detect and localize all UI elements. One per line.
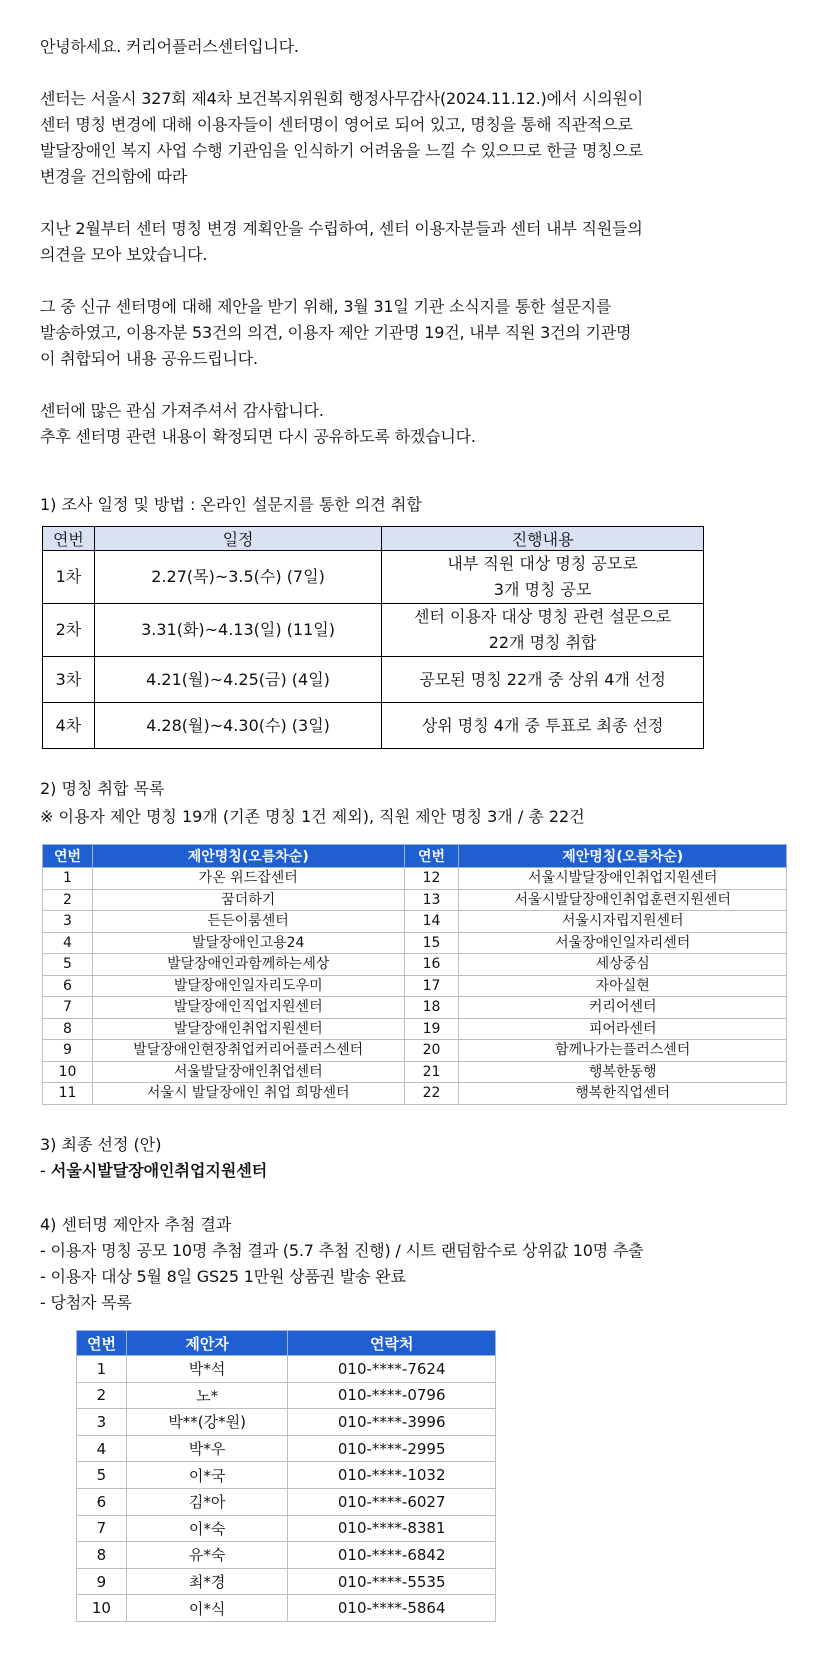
- no-right-cell: 20: [404, 1040, 459, 1062]
- no-right-cell: 15: [404, 932, 459, 954]
- table-row: [43, 868, 787, 890]
- winner-table-header: [77, 1331, 496, 1356]
- name-left-cell: 서울시 발달장애인 취업 희망센터: [92, 1083, 404, 1105]
- no-right-cell: 13: [404, 889, 459, 911]
- round-cell: 2차: [43, 604, 95, 657]
- no-right-cell: 16: [404, 954, 459, 976]
- header-contact: 연락처: [288, 1331, 496, 1356]
- name-left-cell: 발달장애인일자리도우미: [92, 975, 404, 997]
- no-left-cell: 4: [43, 932, 93, 954]
- no-cell: 1: [77, 1356, 127, 1383]
- name-right-cell: 서울시발달장애인취업지원센터: [459, 868, 787, 890]
- name-left-cell: 발달장애인취업지원센터: [92, 1018, 404, 1040]
- contact-cell: 010-****-2995: [288, 1435, 496, 1462]
- contact-cell: 010-****-5864: [288, 1595, 496, 1622]
- content-cell: 내부 직원 대상 명칭 공모로 3개 명칭 공모: [382, 551, 704, 604]
- table-row: [77, 1595, 496, 1622]
- header-name-left: 제안명칭(오름차순): [92, 845, 404, 868]
- proposer-cell: 이*국: [126, 1462, 288, 1489]
- contact-cell: 010-****-8381: [288, 1515, 496, 1542]
- final-selection-name: 서울시발달장애인취업지원센터: [50, 1161, 268, 1180]
- proposer-cell: 박*석: [126, 1356, 288, 1383]
- table-row: [43, 703, 704, 749]
- name-left-cell: 서울발달장애인취업센터: [92, 1061, 404, 1083]
- winner-table-body: [77, 1356, 496, 1622]
- header-no-right: 연번: [404, 845, 459, 868]
- paragraph-background: 센터는 서울시 327회 제4차 보건복지위원회 행정사무감사(2024.11.12.)에서 시의원이 센터 명칭 변경에 대해 이용자들이 센터명이 영어로 되어 있고, 명칭을 통해 직관적으로 발달장애인 복지 사업 수행 기관임을 인식하기 어려움을 느낄 수 있으므로 한글 명칭으로 변경을 건의함에 따라: [40, 89, 643, 186]
- table-row: [43, 975, 787, 997]
- proposer-cell: 이*식: [126, 1595, 288, 1622]
- name-left-cell: 발달장애인과함께하는세상: [92, 954, 404, 976]
- proposer-cell: 박*우: [126, 1435, 288, 1462]
- contact-cell: 010-****-6027: [288, 1488, 496, 1515]
- name-right-cell: 피어라센터: [459, 1018, 787, 1040]
- section4-bullets: [40, 1238, 780, 1316]
- table-row: [43, 889, 787, 911]
- contact-cell: 010-****-7624: [288, 1356, 496, 1383]
- name-left-cell: 가온 위드잡센터: [92, 868, 404, 890]
- table-row: [77, 1356, 496, 1383]
- name-left-cell: 발달장애인현장취업커리어플러스센터: [92, 1040, 404, 1062]
- table-row: [43, 657, 704, 703]
- table-row: [43, 551, 704, 604]
- header-name-right: 제안명칭(오름차순): [459, 845, 787, 868]
- no-right-cell: 22: [404, 1083, 459, 1105]
- contact-cell: 010-****-3996: [288, 1409, 496, 1436]
- name-left-cell: 든든이룸센터: [92, 911, 404, 933]
- content-cell: 공모된 명칭 22개 중 상위 4개 선정: [382, 657, 704, 703]
- section2-title: 2) 명칭 취합 목록: [40, 779, 165, 798]
- no-left-cell: 11: [43, 1083, 93, 1105]
- bullet-item: - 당첨자 목록: [40, 1293, 132, 1312]
- header-schedule: 일정: [94, 527, 381, 551]
- name-right-cell: 서울장애인일자리센터: [459, 932, 787, 954]
- proposer-cell: 박**(강*원): [126, 1409, 288, 1436]
- section1-title: 1) 조사 일정 및 방법 : 온라인 설문지를 통한 의견 취합: [40, 495, 422, 514]
- table-row: [77, 1435, 496, 1462]
- no-left-cell: 1: [43, 868, 93, 890]
- header-no: 연번: [43, 527, 95, 551]
- final-selection: [40, 1158, 267, 1184]
- table-row: [43, 932, 787, 954]
- no-cell: 5: [77, 1462, 127, 1489]
- table-row: [77, 1382, 496, 1409]
- no-right-cell: 18: [404, 997, 459, 1019]
- no-left-cell: 9: [43, 1040, 93, 1062]
- section3-title: 3) 최종 선정 (안): [40, 1135, 162, 1154]
- no-right-cell: 14: [404, 911, 459, 933]
- no-left-cell: 10: [43, 1061, 93, 1083]
- proposer-cell: 최*경: [126, 1568, 288, 1595]
- table-row: [43, 997, 787, 1019]
- schedule-table-header: [43, 527, 704, 551]
- name-right-cell: 서울시자립지원센터: [459, 911, 787, 933]
- table-row: [77, 1409, 496, 1436]
- no-left-cell: 6: [43, 975, 93, 997]
- no-cell: 10: [77, 1595, 127, 1622]
- name-right-cell: 행복한직업센터: [459, 1083, 787, 1105]
- date-cell: 3.31(화)~4.13(일) (11일): [94, 604, 381, 657]
- no-cell: 8: [77, 1542, 127, 1569]
- no-right-cell: 19: [404, 1018, 459, 1040]
- proposer-cell: 노*: [126, 1382, 288, 1409]
- contact-cell: 010-****-1032: [288, 1462, 496, 1489]
- header-no: 연번: [77, 1331, 127, 1356]
- no-cell: 6: [77, 1488, 127, 1515]
- table-row: [43, 1061, 787, 1083]
- table-row: [43, 604, 704, 657]
- no-left-cell: 7: [43, 997, 93, 1019]
- section2-note: ※ 이용자 제안 명칭 19개 (기존 명칭 1건 제외), 직원 제안 명칭 3개 / 총 22건: [40, 807, 585, 826]
- table-row: [77, 1515, 496, 1542]
- date-cell: 2.27(목)~3.5(수) (7일): [94, 551, 381, 604]
- no-cell: 4: [77, 1435, 127, 1462]
- table-row: [77, 1462, 496, 1489]
- date-cell: 4.28(월)~4.30(수) (3일): [94, 703, 381, 749]
- round-cell: 1차: [43, 551, 95, 604]
- schedule-table: [42, 526, 704, 749]
- content-cell: 상위 명칭 4개 중 투표로 최종 선정: [382, 703, 704, 749]
- table-row: [43, 954, 787, 976]
- name-right-cell: 커리어센터: [459, 997, 787, 1019]
- name-right-cell: 함께나가는플러스센터: [459, 1040, 787, 1062]
- no-cell: 2: [77, 1382, 127, 1409]
- name-left-cell: 발달장애인직업지원센터: [92, 997, 404, 1019]
- name-list-table: [42, 844, 787, 1105]
- name-right-cell: 서울시발달장애인취업훈련지원센터: [459, 889, 787, 911]
- no-left-cell: 5: [43, 954, 93, 976]
- proposer-cell: 김*아: [126, 1488, 288, 1515]
- table-row: [43, 1083, 787, 1105]
- table-row: [77, 1568, 496, 1595]
- name-list-body: [43, 868, 787, 1105]
- name-right-cell: 자아실현: [459, 975, 787, 997]
- round-cell: 3차: [43, 657, 95, 703]
- contact-cell: 010-****-0796: [288, 1382, 496, 1409]
- name-right-cell: 행복한동행: [459, 1061, 787, 1083]
- no-right-cell: 17: [404, 975, 459, 997]
- no-left-cell: 3: [43, 911, 93, 933]
- table-row: [43, 911, 787, 933]
- contact-cell: 010-****-6842: [288, 1542, 496, 1569]
- header-content: 진행내용: [382, 527, 704, 551]
- no-right-cell: 21: [404, 1061, 459, 1083]
- paragraph-plan: 지난 2월부터 센터 명칭 변경 계획안을 수립하여, 센터 이용자분들과 센터 내부 직원들의 의견을 모아 보았습니다.: [40, 219, 643, 264]
- proposer-cell: 이*숙: [126, 1515, 288, 1542]
- table-row: [77, 1542, 496, 1569]
- bullet-item: - 이용자 대상 5월 8일 GS25 1만원 상품권 발송 완료: [40, 1267, 406, 1286]
- name-left-cell: 발달장애인고용24: [92, 932, 404, 954]
- round-cell: 4차: [43, 703, 95, 749]
- no-left-cell: 8: [43, 1018, 93, 1040]
- table-row: [43, 1040, 787, 1062]
- final-selection-prefix: -: [40, 1161, 51, 1180]
- content-cell: 센터 이용자 대상 명칭 관련 설문으로 22개 명칭 취합: [382, 604, 704, 657]
- greeting-text: 안녕하세요. 커리어플러스센터입니다.: [40, 37, 299, 56]
- name-list-header: [43, 845, 787, 868]
- table-row: [77, 1488, 496, 1515]
- contact-cell: 010-****-5535: [288, 1568, 496, 1595]
- no-left-cell: 2: [43, 889, 93, 911]
- no-cell: 7: [77, 1515, 127, 1542]
- winner-table: [76, 1330, 496, 1622]
- date-cell: 4.21(월)~4.25(금) (4일): [94, 657, 381, 703]
- paragraph-survey: 그 중 신규 센터명에 대해 제안을 받기 위해, 3월 31일 기관 소식지를 통한 설문지를 발송하였고, 이용자분 53건의 의견, 이용자 제안 기관명 19건, 내부 직원 3건의 기관명 이 취합되어 내용 공유드립니다.: [40, 297, 632, 368]
- header-proposer: 제안자: [126, 1331, 288, 1356]
- header-no-left: 연번: [43, 845, 93, 868]
- table-row: [43, 1018, 787, 1040]
- proposer-cell: 유*숙: [126, 1542, 288, 1569]
- no-cell: 9: [77, 1568, 127, 1595]
- name-left-cell: 꿈더하기: [92, 889, 404, 911]
- no-cell: 3: [77, 1409, 127, 1436]
- paragraph-thanks: 센터에 많은 관심 가져주셔서 감사합니다. 추후 센터명 관련 내용이 확정되면 다시 공유하도록 하겠습니다.: [40, 401, 476, 446]
- section4-title: 4) 센터명 제안자 추첨 결과: [40, 1215, 232, 1234]
- name-right-cell: 세상중심: [459, 954, 787, 976]
- bullet-item: - 이용자 명칭 공모 10명 추첨 결과 (5.7 추첨 진행) / 시트 랜덤함수로 상위값 10명 추출: [40, 1241, 644, 1260]
- no-right-cell: 12: [404, 868, 459, 890]
